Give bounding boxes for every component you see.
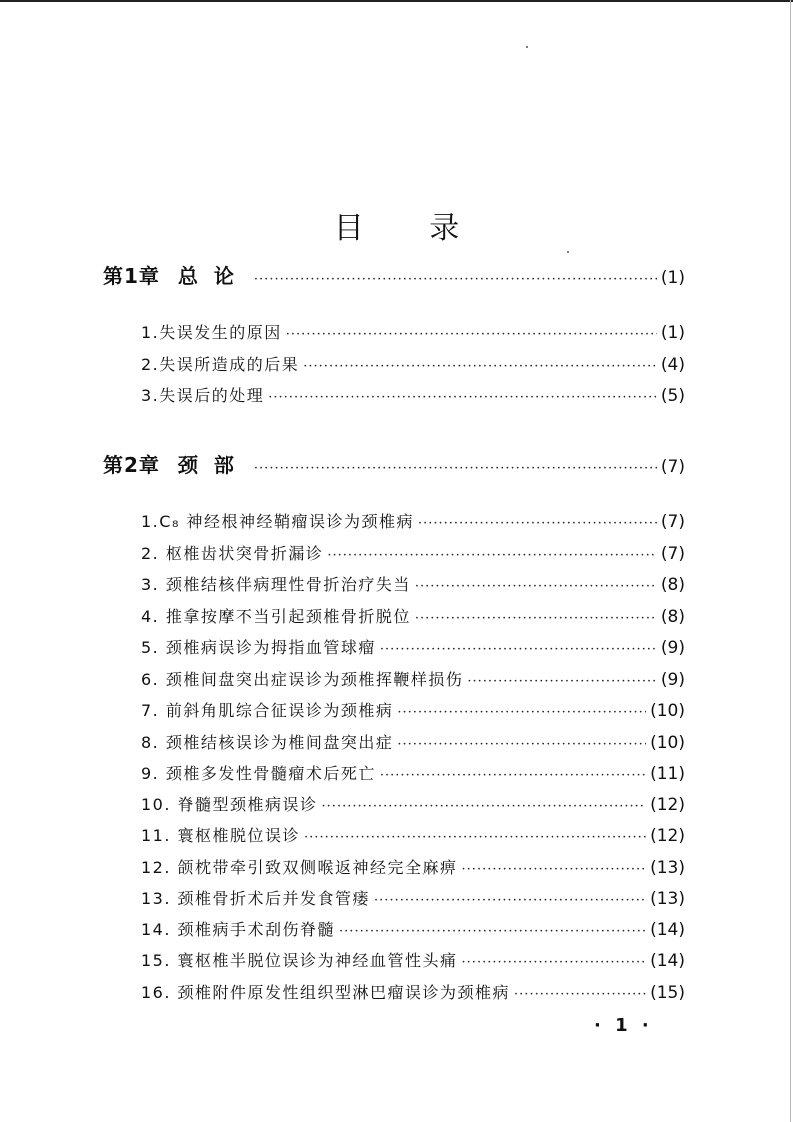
entry-label: 13. 颈椎骨折术后并发食管瘘 <box>141 889 371 908</box>
entry-label: 1.C₈ 神经根神经鞘瘤误诊为颈椎病 <box>141 512 414 531</box>
dot-leader <box>397 705 646 720</box>
entry-page: (12) <box>650 826 685 846</box>
entry-page: (13) <box>650 889 685 909</box>
dot-leader <box>514 987 646 1002</box>
entry-page: (14) <box>650 920 685 940</box>
entry-label: 10. 脊髓型颈椎病误诊 <box>141 795 318 814</box>
toc-entry[interactable] <box>141 383 685 406</box>
page-title: 目 录 <box>333 211 488 247</box>
entry-page: (9) <box>660 638 685 658</box>
scan-speck <box>567 251 569 253</box>
entry-label: 2. 枢椎齿状突骨折漏诊 <box>141 544 324 563</box>
toc-entry[interactable] <box>141 698 685 721</box>
toc-entry[interactable] <box>141 980 685 1003</box>
entry-page: (10) <box>650 733 685 753</box>
dot-leader <box>268 390 657 405</box>
dot-leader <box>380 768 646 783</box>
toc-entry[interactable] <box>141 730 685 753</box>
entry-label: 8. 颈椎结核误诊为椎间盘突出症 <box>141 733 394 752</box>
page-right-edge <box>790 0 791 1122</box>
toc-entry[interactable] <box>141 635 685 658</box>
entry-page: (8) <box>660 607 685 627</box>
dot-leader <box>322 799 647 814</box>
chapter-page: (7) <box>660 457 685 477</box>
dot-leader <box>415 579 657 594</box>
toc-chapter-1[interactable] <box>103 260 685 289</box>
entry-page: (7) <box>660 544 685 564</box>
dot-leader <box>303 359 657 374</box>
dot-leader <box>462 862 647 877</box>
page-number: · 1 · <box>594 1015 653 1036</box>
entry-label: 5. 颈椎病误诊为拇指血管球瘤 <box>141 638 376 657</box>
toc-entry[interactable] <box>141 541 685 564</box>
dot-leader <box>380 642 657 657</box>
entry-label: 3.失误后的处理 <box>141 386 265 405</box>
entry-page: (7) <box>660 512 685 532</box>
dot-leader <box>254 461 657 476</box>
entry-page: (10) <box>650 701 685 721</box>
dot-leader <box>327 548 657 563</box>
toc-entry[interactable] <box>141 320 685 343</box>
entry-page: (1) <box>660 323 685 343</box>
dot-leader <box>462 955 647 970</box>
toc-entry[interactable] <box>141 667 685 690</box>
entry-page: (4) <box>660 355 685 375</box>
entry-page: (9) <box>660 670 685 690</box>
entry-label: 7. 前斜角肌综合征误诊为颈椎病 <box>141 701 394 720</box>
dot-leader <box>254 272 657 287</box>
toc-entry[interactable] <box>141 509 685 532</box>
entry-page: (8) <box>660 575 685 595</box>
dot-leader <box>286 327 657 342</box>
toc-entry[interactable] <box>141 917 685 940</box>
entry-page: (12) <box>650 795 685 815</box>
toc-entry[interactable] <box>141 886 685 909</box>
entry-page: (14) <box>650 951 685 971</box>
entry-page: (11) <box>650 764 685 784</box>
entry-label: 15. 寰枢椎半脱位误诊为神经血管性头痛 <box>141 951 458 970</box>
entry-label: 12. 颌枕带牵引致双侧喉返神经完全麻痹 <box>141 858 458 877</box>
dot-leader <box>339 924 646 939</box>
entry-label: 1.失误发生的原因 <box>141 323 282 342</box>
toc-entry[interactable] <box>141 572 685 595</box>
dot-leader <box>415 611 657 626</box>
entry-label: 16. 颈椎附件原发性组织型淋巴瘤误诊为颈椎病 <box>141 983 511 1002</box>
entry-label: 4. 推拿按摩不当引起颈椎骨折脱位 <box>141 607 411 626</box>
entry-label: 3. 颈椎结核伴病理性骨折治疗失当 <box>141 575 411 594</box>
entry-page: (15) <box>650 983 685 1003</box>
toc-entry[interactable] <box>141 948 685 971</box>
toc-entry[interactable] <box>141 604 685 627</box>
toc-chapter-2[interactable] <box>103 449 685 478</box>
entry-label: 6. 颈椎间盘突出症误诊为颈椎挥鞭样损伤 <box>141 670 464 689</box>
scan-speck <box>526 46 528 48</box>
toc-entry[interactable] <box>141 352 685 375</box>
page-top-border <box>0 0 793 2</box>
dot-leader <box>374 893 646 908</box>
entry-page: (5) <box>660 386 685 406</box>
chapter-label: 第2章 颈部 <box>103 453 250 477</box>
entry-page: (13) <box>650 858 685 878</box>
entry-label: 9. 颈椎多发性骨髓瘤术后死亡 <box>141 764 376 783</box>
chapter-label: 第1章 总论 <box>103 264 250 288</box>
toc-entry[interactable] <box>141 792 685 815</box>
entry-label: 2.失误所造成的后果 <box>141 355 300 374</box>
toc-entry[interactable] <box>141 823 685 846</box>
toc-entry[interactable] <box>141 761 685 784</box>
dot-leader <box>418 516 657 531</box>
dot-leader <box>397 737 646 752</box>
dot-leader <box>304 830 646 845</box>
dot-leader <box>467 674 657 689</box>
entry-label: 11. 寰枢椎脱位误诊 <box>141 826 301 845</box>
toc-entry[interactable] <box>141 855 685 878</box>
entry-label: 14. 颈椎病手术刮伤脊髓 <box>141 920 336 939</box>
chapter-page: (1) <box>660 268 685 288</box>
